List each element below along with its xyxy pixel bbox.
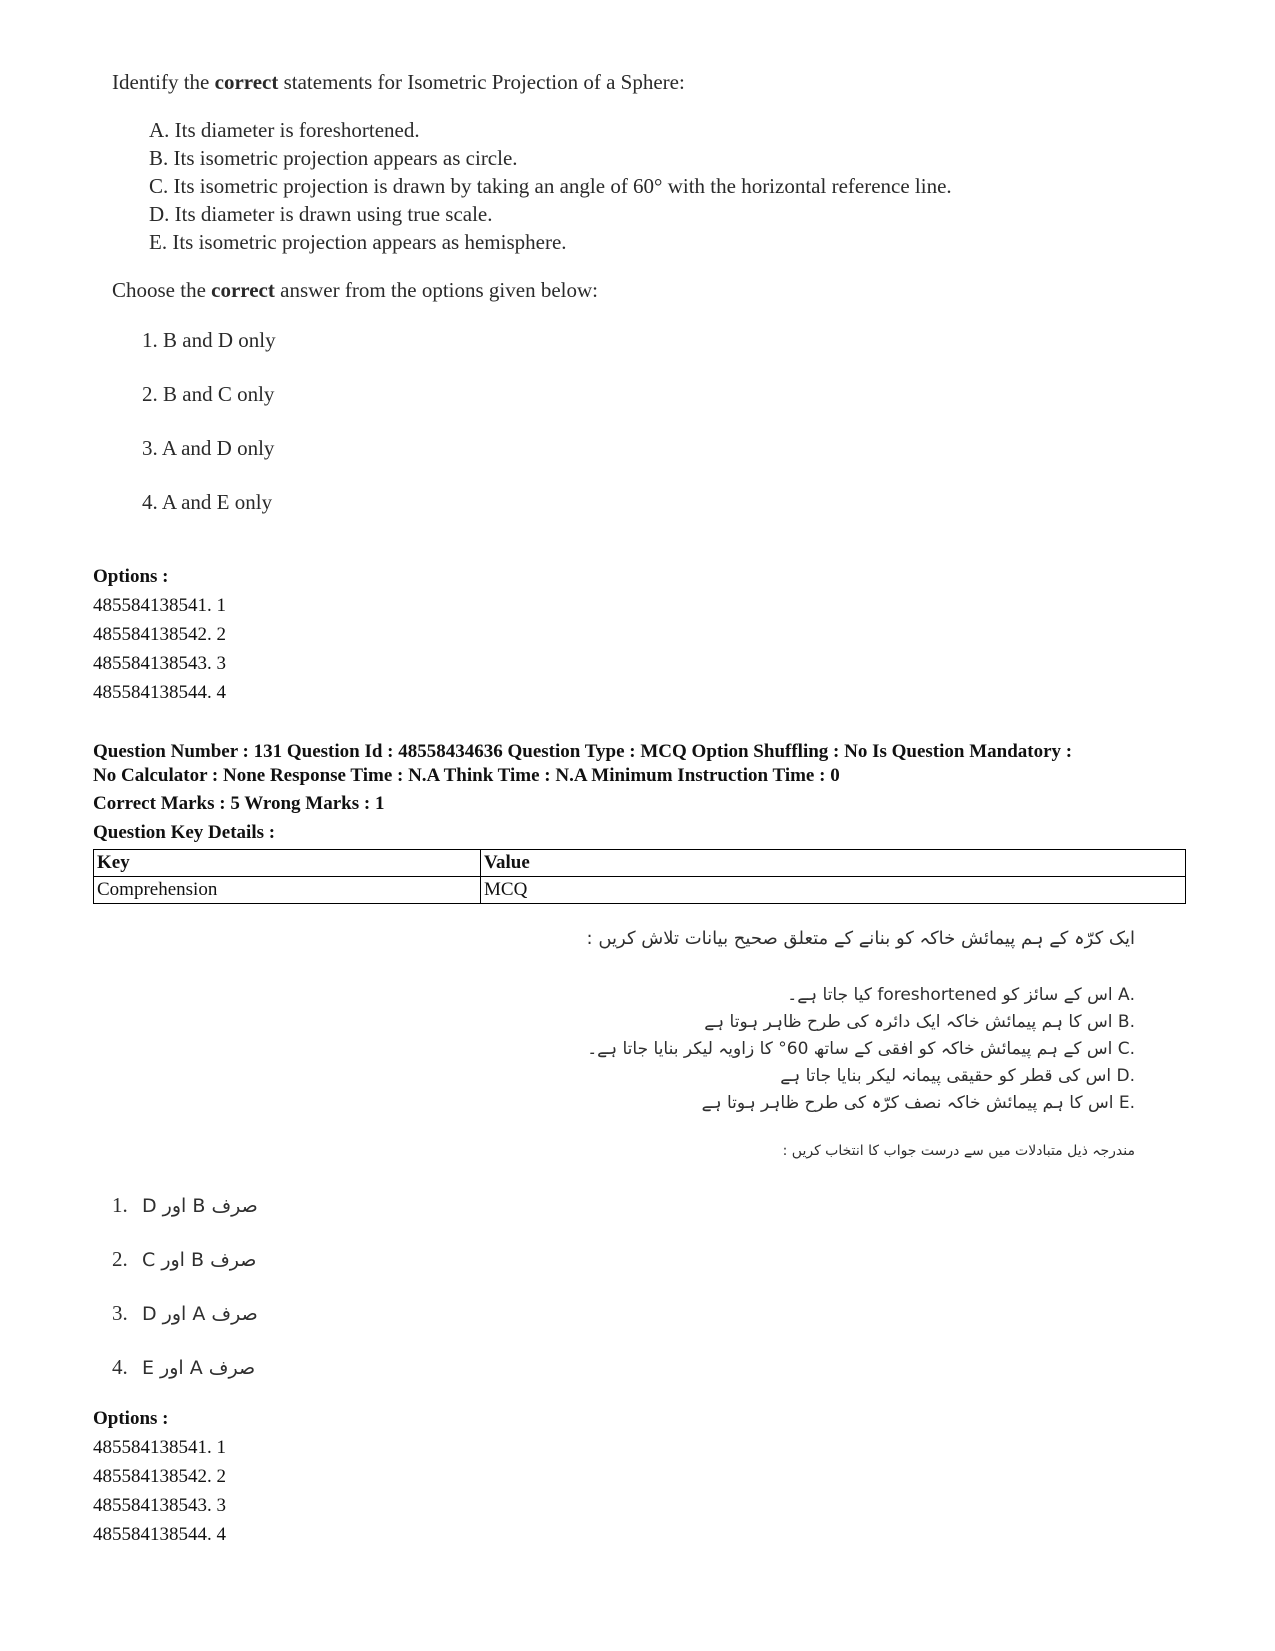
table-row	[94, 877, 1186, 904]
urdu-statement-item: .B اس کا ہم پیمائش خاکہ ایک دائرہ کی طرح ظاہر ہوتا ہے	[704, 1012, 1135, 1032]
table-header-row	[94, 850, 1186, 877]
urdu-answer-choice: 3. صرف A اور D	[112, 1301, 258, 1325]
question-metadata	[93, 740, 1193, 845]
options-list-prev	[93, 562, 226, 707]
urdu-statement-item: .D اس کی قطر کو حقیقی پیمانہ لیکر بنایا جاتا ہے	[780, 1066, 1135, 1086]
statement-list	[149, 116, 1112, 256]
statement-item: D. Its diameter is drawn using true scale.	[149, 202, 493, 226]
urdu-answer-choice: 4. صرف A اور E	[112, 1355, 256, 1379]
answer-choice: 3. A and D only	[142, 436, 275, 460]
urdu-statement-item: .C اس کے ہم پیمائش خاکہ کو افقی کے ساتھ 60° کا زاویہ لیکر بنایا جاتا ہے۔	[587, 1039, 1135, 1059]
answer-choice-list	[142, 326, 1112, 542]
header-value: Value	[481, 850, 1186, 877]
prev-question-block	[112, 68, 1112, 542]
option-row: 485584138543. 3	[93, 1495, 226, 1516]
choose-instruction: Choose the correct answer from the options given below:	[112, 278, 598, 302]
option-row: 485584138544. 4	[93, 682, 226, 703]
header-key: Key	[94, 850, 481, 877]
urdu-choose-instruction: مندرجہ ذیل متبادلات میں سے درست جواب کا انتخاب کریں :	[782, 1143, 1135, 1159]
urdu-answer-choice: 1. صرف B اور D	[112, 1193, 258, 1217]
statement-item: A. Its diameter is foreshortened.	[149, 118, 420, 142]
marks-line: Correct Marks : 5 Wrong Marks : 1	[93, 793, 385, 814]
urdu-statement-item: .A اس کے سائز کو foreshortened کیا جاتا ہے۔	[787, 985, 1135, 1005]
key-details-table	[93, 849, 1186, 904]
cell-key: Comprehension	[94, 877, 481, 904]
urdu-question-block	[415, 926, 1135, 1163]
answer-choice: 1. B and D only	[142, 328, 276, 352]
option-row: 485584138542. 2	[93, 1466, 226, 1487]
meta-line-2: No Calculator : None Response Time : N.A Think Time : N.A Minimum Instruction Time : 0	[93, 765, 840, 786]
cell-value: MCQ	[481, 877, 1186, 904]
option-row: 485584138544. 4	[93, 1524, 226, 1545]
option-row: 485584138541. 1	[93, 595, 226, 616]
meta-line-1: Question Number : 131 Question Id : 48558434636 Question Type : MCQ Option Shuffling : No Is Question Mandatory :	[93, 741, 1073, 762]
question-prompt: Identify the correct statements for Isometric Projection of a Sphere:	[112, 70, 685, 94]
option-row: 485584138541. 1	[93, 1437, 226, 1458]
urdu-statement-item: .E اس کا ہم پیمائش خاکہ نصف کرّہ کی طرح ظاہر ہوتا ہے	[701, 1093, 1135, 1113]
urdu-prompt: ایک کرّہ کے ہم پیمائش خاکہ کو بنانے کے متعلق صحیح بیانات تلاش کریں :	[586, 928, 1135, 949]
option-row: 485584138542. 2	[93, 624, 226, 645]
options-label: Options :	[93, 1408, 169, 1429]
statement-item: C. Its isometric projection is drawn by taking an angle of 60° with the horizontal reference line.	[149, 174, 952, 198]
urdu-statement-list	[415, 982, 1135, 1117]
key-details-heading: Question Key Details :	[93, 822, 276, 843]
answer-choice: 2. B and C only	[142, 382, 275, 406]
statement-item: B. Its isometric projection appears as circle.	[149, 146, 518, 170]
option-row: 485584138543. 3	[93, 653, 226, 674]
options-list	[93, 1404, 226, 1549]
urdu-answer-list	[112, 1191, 258, 1407]
answer-choice: 4. A and E only	[142, 490, 273, 514]
urdu-answer-choice: 2. صرف B اور C	[112, 1247, 257, 1271]
statement-item: E. Its isometric projection appears as hemisphere.	[149, 230, 567, 254]
options-label: Options :	[93, 566, 169, 587]
